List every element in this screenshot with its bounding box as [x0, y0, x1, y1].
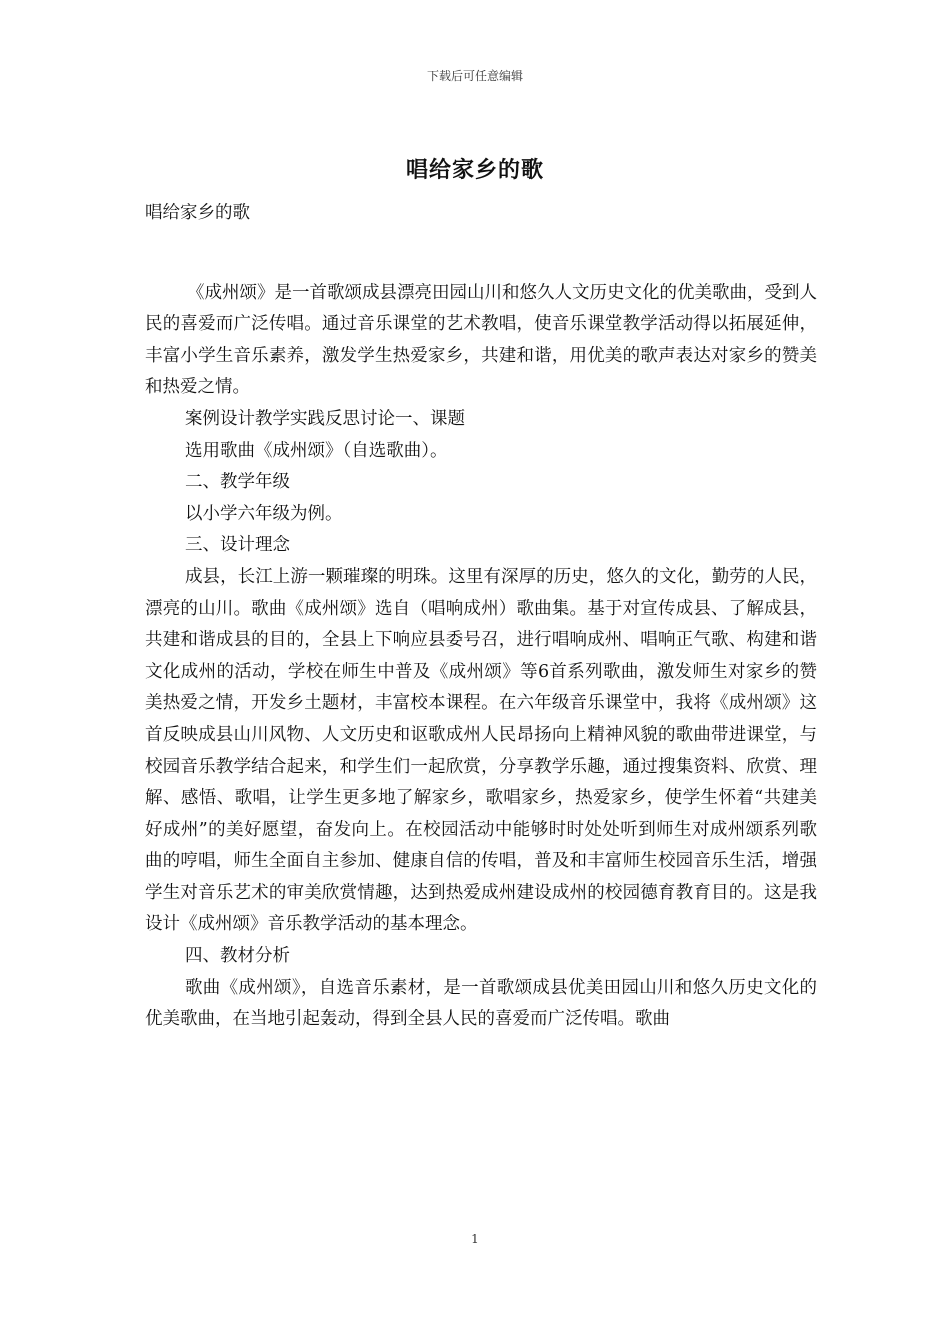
document-body: [145, 198, 817, 1036]
section-heading-grade: 二、教学年级: [185, 472, 290, 493]
section-heading-concept: 三、设计理念: [185, 535, 290, 556]
paragraph-section-heading: 案例设计教学实践反思讨论一、课题: [185, 408, 465, 429]
paragraph-song-choice: 选用歌曲《成州颂》（自选歌曲）。: [185, 440, 448, 461]
page-number: 1: [471, 1232, 479, 1246]
document-subtitle: 唱给家乡的歌: [145, 203, 250, 223]
paragraph-material: 歌曲《成州颂》，自选音乐素材，是一首歌颂成县优美田园山川和悠久历史文化的优美歌曲，在当地引起轰动，得到全县人民的喜爱而广泛传唱。歌曲: [145, 977, 817, 1030]
header-note: 下载后可任意编辑: [426, 69, 523, 83]
paragraph-intro: 《成州颂》是一首歌颂成县漂亮田园山川和悠久人文历史文化的优美歌曲，受到人民的喜爱而广泛传唱。通过音乐课堂的艺术教唱，使音乐课堂教学活动得以拓展延伸，丰富小学生音乐素养，激发学生热爱家乡，共建和谐，用优美的歌声表达对家乡的赞美和热爱之情。: [145, 282, 817, 398]
document-title: 唱给家乡的歌: [405, 158, 544, 183]
paragraph-grade: 以小学六年级为例。: [185, 503, 343, 524]
paragraph-concept: 成县，长江上游一颗璀璨的明珠。这里有深厚的历史，悠久的文化，勤劳的人民，漂亮的山川。歌曲《成州颂》选自（唱响成州）歌曲集。基于对宣传成县、了解成县，共建和谐成县的目的，全县上下响应县委号召，进行唱响成州、唱响正气歌、构建和谐文化成州的活动，学校在师生中普及《成州颂》等6首系列歌曲，激发师生对家乡的赞美热爱之情，开发乡土题材，丰富校本课程。在六年级音乐课堂中，我将《成州颂》这首反映成县山川风物、人文历史和讴歌成州人民昂扬向上精神风貌的歌曲带进课堂，与校园音乐教学结合起来，和学生们一起欣赏，分享教学乐趣，通过搜集资料、欣赏、理解、感悟、歌唱，让学生更多地了解家乡，歌唱家乡，热爱家乡，使学生怀着“共建美好成州”的美好愿望，奋发向上。在校园活动中能够时时处处听到师生对成州颂系列歌曲的哼唱，师生全面自主参加、健康自信的传唱，普及和丰富师生校园音乐生活，增强学生对音乐艺术的审美欣赏情趣，达到热爱成州建设成州的校园德育教育目的。这是我设计《成州颂》音乐教学活动的基本理念。: [145, 566, 817, 935]
section-heading-material: 四、教材分析: [185, 946, 290, 967]
